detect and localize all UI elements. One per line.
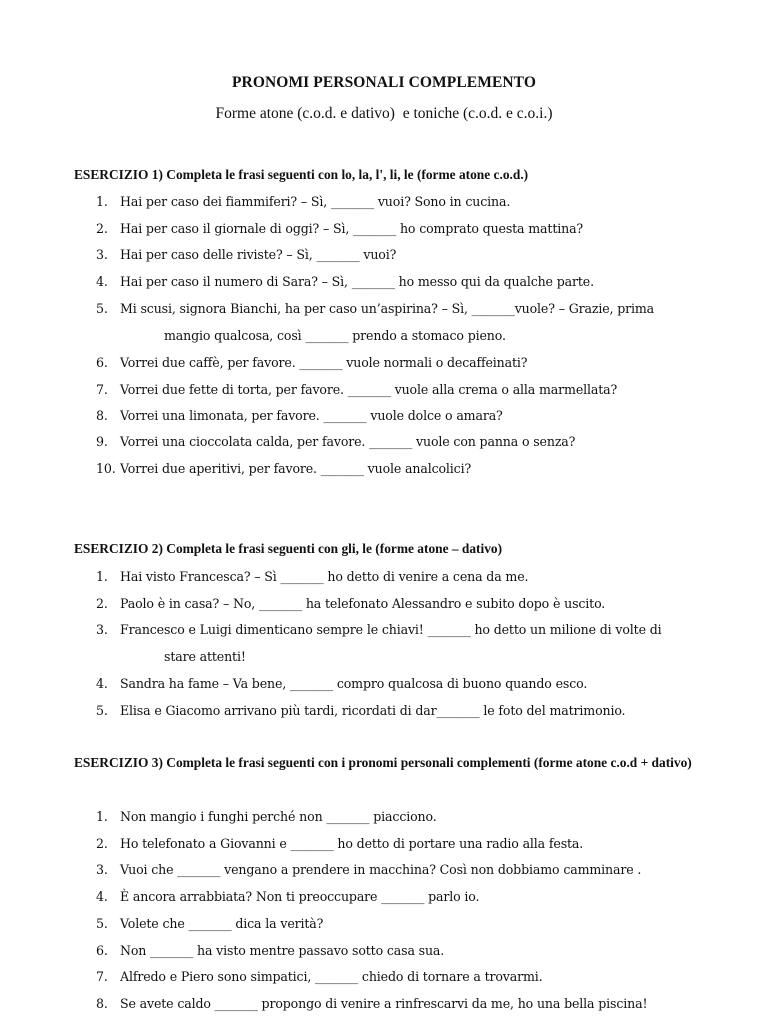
item-number: 2.	[96, 836, 108, 851]
item-number: 5.	[96, 916, 108, 931]
item-number: 1.	[96, 194, 108, 209]
item-text: Vuoi che _______ vengano a prendere in macchina? Così non dobbiamo camminare .	[120, 862, 642, 877]
item-number: 3.	[96, 622, 108, 637]
item-text: Vorrei due caffè, per favore. _______ vuole normali o decaffeinati?	[120, 355, 528, 370]
item-number: 6.	[96, 943, 108, 958]
exercise-3-item	[96, 889, 479, 904]
item-number: 6.	[96, 355, 108, 370]
item-number: 9.	[96, 434, 108, 449]
exercise-2-item	[96, 676, 587, 691]
exercise-2-item-continuation: stare attenti!	[164, 649, 246, 664]
item-text: Non _______ ha visto mentre passavo sotto casa sua.	[120, 943, 445, 958]
exercise-1-item-continuation: mangio qualcosa, così _______ prendo a stomaco pieno.	[164, 328, 506, 343]
item-text: Hai per caso il giornale di oggi? – Sì, _______ ho comprato questa mattina?	[120, 221, 584, 236]
item-text: Non mangio i funghi perché non _______ piacciono.	[120, 809, 437, 824]
item-text: Hai per caso il numero di Sara? – Sì, _______ ho messo qui da qualche parte.	[120, 274, 594, 289]
item-number: 4.	[96, 274, 108, 289]
item-number: 1.	[96, 809, 108, 824]
item-number: 2.	[96, 596, 108, 611]
exercise-2-item	[96, 622, 662, 637]
exercise-2-heading: ESERCIZIO 2) Completa le frasi seguenti con gli, le (forme atone – dativo)	[74, 541, 503, 556]
item-text: Vorrei due aperitivi, per favore. _______ vuole analcolici?	[120, 461, 472, 476]
item-number: 5.	[96, 301, 108, 316]
exercise-1-item	[96, 194, 510, 209]
exercise-2-item	[96, 596, 605, 611]
exercise-1-item	[96, 247, 396, 262]
item-number: 8.	[96, 996, 108, 1011]
exercise-2-item	[96, 569, 528, 584]
exercise-3-item	[96, 996, 647, 1011]
exercise-1-item	[96, 301, 654, 316]
exercise-3-item	[96, 862, 641, 877]
exercise-3-item	[96, 943, 444, 958]
item-number: 4.	[96, 889, 108, 904]
page-subtitle: Forme atone (c.o.d. e dativo) e toniche (c.o.d. e c.o.i.)	[215, 105, 553, 122]
item-text: Paolo è in casa? – No, _______ ha telefonato Alessandro e subito dopo è uscito.	[120, 596, 606, 611]
item-text: Vorrei una limonata, per favore. _______ vuole dolce o amara?	[120, 408, 503, 423]
exercise-2-item	[96, 703, 625, 718]
exercise-1-item	[96, 221, 583, 236]
item-text: È ancora arrabbiata? Non ti preoccupare _______ parlo io.	[120, 889, 480, 904]
item-number: 7.	[96, 382, 108, 397]
exercise-3-item	[96, 836, 583, 851]
exercise-1-item	[96, 355, 527, 370]
item-number: 10.	[96, 461, 116, 476]
item-text: Hai visto Francesca? – Sì _______ ho detto di venire a cena da me.	[120, 569, 529, 584]
item-text: Francesco e Luigi dimenticano sempre le chiavi! _______ ho detto un milione di volte di	[120, 622, 662, 637]
item-number: 2.	[96, 221, 108, 236]
item-number: 5.	[96, 703, 108, 718]
exercise-3-item	[96, 969, 543, 984]
item-number: 8.	[96, 408, 108, 423]
exercise-3-item	[96, 916, 323, 931]
item-number: 1.	[96, 569, 108, 584]
item-text: Alfredo e Piero sono simpatici, _______ chiedo di tornare a trovarmi.	[120, 969, 543, 984]
exercise-1-item	[96, 434, 575, 449]
item-text: Hai per caso dei fiammiferi? – Sì, _______ vuoi? Sono in cucina.	[120, 194, 511, 209]
exercise-1-heading: ESERCIZIO 1) Completa le frasi seguenti con lo, la, l', li, le (forme atone c.o.d.)	[74, 167, 529, 182]
page-title: PRONOMI PERSONALI COMPLEMENTO	[231, 74, 536, 91]
item-text: Sandra ha fame – Va bene, _______ compro qualcosa di buono quando esco.	[120, 676, 588, 691]
item-text: Elisa e Giacomo arrivano più tardi, ricordati di dar_______ le foto del matrimonio.	[120, 703, 626, 718]
item-text: Hai per caso delle riviste? – Sì, _______ vuoi?	[120, 247, 397, 262]
exercise-3-heading: ESERCIZIO 3) Completa le frasi seguenti con i pronomi personali complementi (forme atone c.o.d + dativo)	[74, 755, 692, 770]
exercise-1-item	[96, 274, 594, 289]
exercise-1-item	[96, 408, 503, 423]
item-text: Vorrei due fette di torta, per favore. _______ vuole alla crema o alla marmellata?	[120, 382, 618, 397]
exercise-1-item	[96, 382, 617, 397]
exercise-3-item	[96, 809, 437, 824]
item-text: Se avete caldo _______ propongo di venire a rinfrescarvi da me, ho una bella piscina!	[120, 996, 648, 1011]
item-text: Volete che _______ dica la verità?	[120, 916, 324, 931]
item-number: 3.	[96, 862, 108, 877]
item-text: Vorrei una cioccolata calda, per favore. _______ vuole con panna o senza?	[120, 434, 576, 449]
item-text: Ho telefonato a Giovanni e _______ ho detto di portare una radio alla festa.	[120, 836, 584, 851]
item-number: 7.	[96, 969, 108, 984]
item-number: 4.	[96, 676, 108, 691]
item-text: Mi scusi, signora Bianchi, ha per caso un’aspirina? – Sì, _______vuole? – Grazie, prima	[120, 301, 655, 316]
item-number: 3.	[96, 247, 108, 262]
exercise-1-item	[96, 461, 471, 476]
